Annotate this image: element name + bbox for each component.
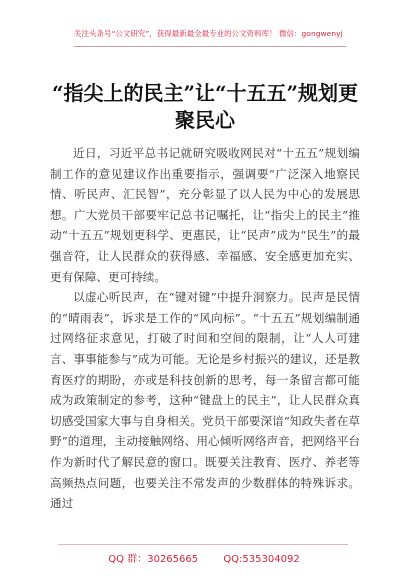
footer (0, 550, 408, 565)
promo-text: 关注头条号“公文研究”，获得最新最全最专业的公文资料库！ 微信：gongwenyj (74, 29, 343, 38)
article-body (50, 143, 360, 514)
qq-text: QQ:535304092 (223, 554, 300, 565)
paragraph: 近日，习近平总书记就研究吸收网民对“十五五”规划编制工作的意见建议作出重要指示，强调要“广泛深入地察民情、听民声、汇民智”，充分彰显了以人民为中心的发展思想。广大党员干部要牢记总书记嘱托，让“指尖上的民主”推动“十五五”规划更科学、更惠民，让“民声”成为“民生”的最强音符，让人民群众的获得感、幸福感、安全感更加充实、更有保障、更可持续。 (50, 146, 360, 284)
qq-group-text: QQ 群：30265665 (108, 554, 199, 565)
footer-divider (58, 544, 348, 545)
paragraph: 以虚心听民声，在“键对键”中提升洞察力。民声是民情的“晴雨表”，诉求是工作的“风向标”。“十五五”规划编制通过网络征求意见，打破了时间和空间的限制，让“人人可建言、事事能参与”成为可能。无论是乡村振兴的建议，还是教育医疗的期盼，亦或是科技创新的思考，每一条留言都可能成为政策制定的参考，这种“键盘上的民主”，让人民群众真切感受国家大事与自身相关。党员干部要深谙“知政失者在草野”的道理，主动接触网络、用心倾听网络声音，把网络平台作为新时代了解民意的窗口。既要关注教育、医疗、养老等高频热点问题，也要关注不常发声的少数群体的特殊诉求。通过 (50, 290, 360, 511)
header-banner (0, 6, 408, 36)
header-divider (74, 46, 346, 47)
page-title: “指尖上的民主”让“十五五”规划更聚民心 (51, 81, 358, 132)
